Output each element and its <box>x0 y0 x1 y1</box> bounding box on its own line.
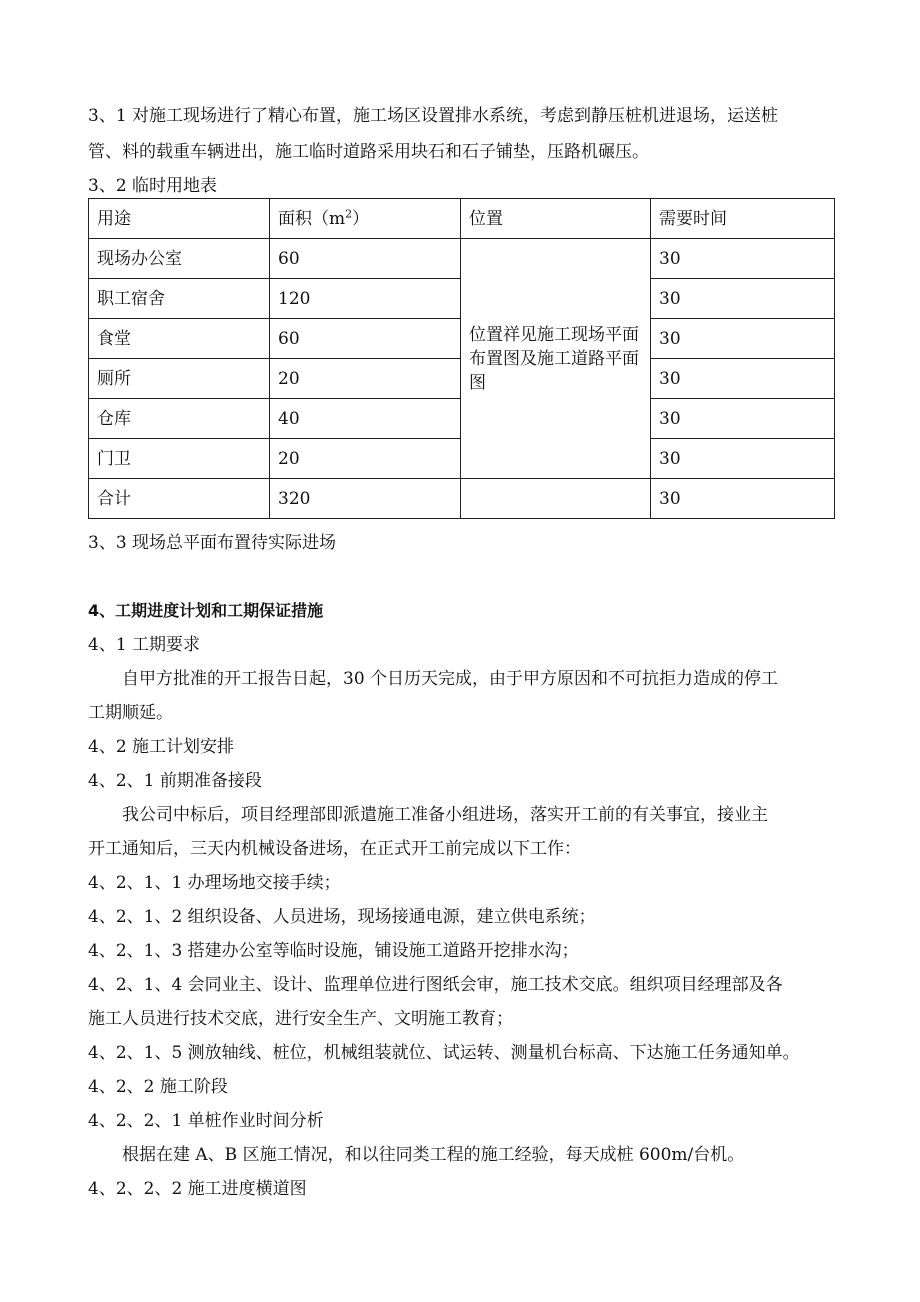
cell-total-location <box>461 479 651 519</box>
header-time: 需要时间 <box>651 199 835 239</box>
heading-4-1: 4、1 工期要求 <box>88 635 201 655</box>
paragraph-4-2-2-1: 根据在建 A、B 区施工情况，和以往同类工程的施工经验，每天成桩 600m/台机。 <box>122 1145 745 1165</box>
cell-use: 现场办公室 <box>89 239 270 279</box>
paragraph-4-2-1-line1: 我公司中标后，项目经理部即派遣施工准备小组进场，落实开工前的有关事宜，接业主 <box>122 805 768 825</box>
list-item: 4、2、1、5 测放轴线、桩位，机械组装就位、试运转、测量机台标高、下达施工任务通知单。 <box>88 1043 800 1063</box>
table-row <box>89 239 835 279</box>
section-4-heading: 4、工期进度计划和工期保证措施 <box>88 601 324 620</box>
cell-use: 食堂 <box>89 319 270 359</box>
header-area: 面积$(m^2)$ <box>270 199 461 239</box>
heading-4-2-2-1: 4、2、2、1 单桩作业时间分析 <box>88 1111 324 1131</box>
paragraph-4-2-1-line2: 开工通知后，三天内机械设备进场，在正式开工前完成以下工作： <box>88 839 581 859</box>
cell-time: 30 <box>651 359 835 399</box>
table-total-row <box>89 479 835 519</box>
heading-4-2-2-2: 4、2、2、2 施工进度横道图 <box>88 1179 307 1199</box>
list-item: 4、2、1、3 搭建办公室等临时设施，铺设施工道路开挖排水沟； <box>88 941 579 961</box>
cell-area: 40 <box>270 399 461 439</box>
paragraph-3-1-line1: 3、1 对施工现场进行了精心布置，施工场区设置排水系统，考虑到静压桩机进退场，运送桩 <box>88 106 779 126</box>
header-use: 用途 <box>89 199 270 239</box>
cell-use: 职工宿舍 <box>89 279 270 319</box>
list-item: 4、2、1、4 会同业主、设计、监理单位进行图纸会审，施工技术交底。组织项目经理部及各 <box>88 975 783 995</box>
cell-total-time: 30 <box>651 479 835 519</box>
cell-use: 仓库 <box>89 399 270 439</box>
cell-area: 60 <box>270 239 461 279</box>
cell-time: 30 <box>651 239 835 279</box>
header-location: 位置 <box>461 199 651 239</box>
cell-area: 120 <box>270 279 461 319</box>
paragraph-4-1-line2: 工期顺延。 <box>88 703 173 723</box>
heading-4-2-2: 4、2、2 施工阶段 <box>88 1077 228 1097</box>
cell-total-area: 320 <box>270 479 461 519</box>
cell-time: 30 <box>651 439 835 479</box>
list-item-continuation: 施工人员进行技术交底，进行安全生产、文明施工教育； <box>88 1009 513 1029</box>
heading-3-2: 3、2 临时用地表 <box>88 176 218 196</box>
list-item: 4、2、1、2 组织设备、人员进场，现场接通电源，建立供电系统； <box>88 907 596 927</box>
paragraph-3-1-line2: 管、料的载重车辆进出，施工临时道路采用块石和石子铺垫，压路机碾压。 <box>88 142 649 162</box>
cell-area: 60 <box>270 319 461 359</box>
land-use-table <box>88 198 835 519</box>
cell-area: 20 <box>270 439 461 479</box>
cell-use: 厕所 <box>89 359 270 399</box>
cell-time: 30 <box>651 319 835 359</box>
list-item: 4、2、1、1 办理场地交接手续； <box>88 873 341 893</box>
paragraph-3-3: 3、3 现场总平面布置待实际进场 <box>88 533 337 553</box>
heading-4-2: 4、2 施工计划安排 <box>88 737 235 757</box>
cell-time: 30 <box>651 279 835 319</box>
paragraph-4-1-line1: 自甲方批准的开工报告日起，30 个日历天完成，由于甲方原因和不可抗拒力造成的停工 <box>122 669 779 689</box>
cell-total-label: 合计 <box>89 479 270 519</box>
table-header-row <box>89 199 835 239</box>
cell-time: 30 <box>651 399 835 439</box>
cell-location-merged: 位置祥见施工现场平面布置图及施工道路平面图 <box>461 239 651 479</box>
heading-4-2-1: 4、2、1 前期准备接段 <box>88 771 262 791</box>
cell-use: 门卫 <box>89 439 270 479</box>
cell-area: 20 <box>270 359 461 399</box>
